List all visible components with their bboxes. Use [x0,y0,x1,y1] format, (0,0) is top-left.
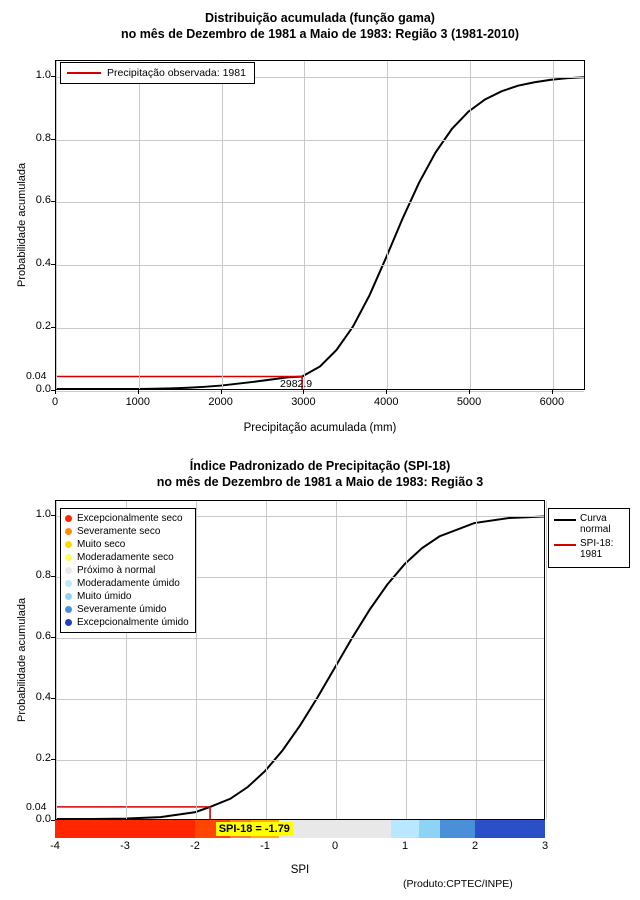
gridline-vertical [196,501,197,819]
gridline-vertical [470,61,471,389]
spi-class-legend-item [65,603,189,616]
credit-text: (Produto:CPTEC/INPE) [403,878,513,890]
bottom-y-tick-label: 0.2 [35,752,51,765]
top-y-tick-mark [51,390,55,391]
curve-legend-label-line1: Curva [580,513,607,524]
gridline-vertical [553,61,554,389]
gridline-horizontal [56,328,584,329]
class-color-dot [65,606,72,613]
spi-class-legend [60,508,196,633]
top-observed-value-label: 2982.9 [280,378,313,390]
bottom-x-tick-label: -2 [190,840,200,852]
top-x-tick-label: 0 [51,396,59,408]
top-x-tick-label: 4000 [374,396,399,408]
spi-class-legend-item [65,538,189,551]
gridline-vertical [56,61,57,389]
top-x-tick-mark [469,390,470,394]
top-y-tick-mark [51,264,55,265]
bottom-y-tick-label: 0.8 [35,569,51,582]
bottom-probability-label: 0.04 [26,800,47,813]
top-chart-title-line1: Distribuição acumulada (função gama) [205,11,435,25]
bottom-chart-title-line2: no mês de Dezembro de 1981 a Maio de 1983: Região 3 [156,475,484,489]
class-color-dot [65,580,72,587]
bottom-curve-legend [548,508,630,568]
top-y-tick-mark [51,139,55,140]
gridline-vertical [56,501,57,819]
class-label: Severamente úmido [77,604,167,615]
curve-legend-label [580,513,611,535]
bottom-x-tick-label: 2 [471,840,479,852]
bottom-x-tick-label: 3 [541,840,549,852]
spi-value-label: SPI-18 = -1.79 [216,822,293,836]
spi-color-segment [279,820,391,838]
top-x-tick-mark [221,390,222,394]
curve-legend-label-line2: normal [580,524,611,535]
gridline-vertical [387,61,388,389]
class-label: Muito seco [77,539,126,550]
gridline-vertical [266,501,267,819]
gridline-vertical [139,61,140,389]
top-y-tick-mark [51,327,55,328]
bottom-y-tick-label: 1.0 [35,508,51,521]
class-label: Excepcionalmente úmido [77,617,189,628]
class-label: Moderadamente seco [77,552,174,563]
class-label: Muito úmido [77,591,132,602]
curve-legend-item [554,513,624,535]
gridline-horizontal [56,265,584,266]
top-y-tick-mark [51,76,55,77]
top-legend [60,62,255,84]
curve-legend-swatch [554,519,576,521]
spi-class-legend-item [65,512,189,525]
class-color-dot [65,515,72,522]
top-x-tick-mark [303,390,304,394]
top-y-tick-label: 0.8 [35,131,51,144]
class-color-dot [65,554,72,561]
gridline-horizontal [56,202,584,203]
spi-color-segment [475,820,545,838]
top-y-tick-label: 0.4 [35,257,51,270]
bottom-x-tick-label: 1 [401,840,409,852]
top-x-axis-title: Precipitação acumulada (mm) [243,422,397,434]
bottom-x-axis-title: SPI [290,864,310,876]
top-y-tick-mark [51,201,55,202]
spi-class-legend-item [65,616,189,629]
bottom-y-axis-title: Probabilidade acumulada [16,597,28,722]
top-x-tick-label: 3000 [291,396,316,408]
top-x-tick-label: 1000 [125,396,151,408]
class-label: Excepcionalmente seco [77,513,183,524]
gridline-horizontal [56,391,584,392]
spi-class-legend-item [65,564,189,577]
bottom-y-tick-mark [51,515,55,516]
top-x-tick-mark [386,390,387,394]
bottom-x-tick-label: -4 [50,840,60,852]
top-chart-title-line2: no mês de Dezembro de 1981 a Maio de 1983: Região 3 (1981-2010) [120,27,520,41]
class-label: Próximo à normal [77,565,156,576]
curve-legend-swatch [554,544,576,546]
bottom-chart-title [0,452,640,490]
gridline-horizontal [56,638,544,639]
top-x-tick-label: 5000 [456,396,482,408]
class-color-dot [65,528,72,535]
top-legend-label: Precipitação observada: 1981 [107,67,246,79]
bottom-chart-title-line1: Índice Padronizado de Precipitação (SPI-18) [189,459,451,473]
top-x-tick-label: 6000 [539,396,565,408]
bottom-y-tick-label: 0.6 [35,630,51,643]
bottom-y-tick-mark [51,637,55,638]
class-label: Moderadamente úmido [77,578,180,589]
top-y-tick-label: 0.6 [35,194,51,207]
bottom-x-tick-label: -3 [120,840,130,852]
top-x-tick-mark [55,390,56,394]
bottom-x-tick-label: 0 [331,840,339,852]
bottom-y-tick-mark [51,576,55,577]
top-chart-title [0,0,640,42]
spi-class-legend-item [65,525,189,538]
top-plot-svg [56,61,584,389]
spi-class-legend-item [65,590,189,603]
class-color-dot [65,619,72,626]
spi-color-segment [55,820,195,838]
class-color-dot [65,593,72,600]
bottom-y-tick-label: 0.4 [35,691,51,704]
curve-legend-item [554,538,624,560]
class-label: Severamente seco [77,526,161,537]
spi-class-legend-item [65,577,189,590]
gridline-vertical [476,501,477,819]
class-color-dot [65,541,72,548]
top-y-axis-title: Probabilidade acumulada [16,162,28,287]
bottom-x-tick-label: -1 [260,840,270,852]
spi-color-segment [440,820,475,838]
top-x-tick-mark [552,390,553,394]
bottom-y-tick-mark [51,759,55,760]
top-x-tick-mark [138,390,139,394]
gridline-horizontal [56,699,544,700]
bottom-y-tick-mark [51,698,55,699]
bottom-y-tick-label: 0.0 [35,813,51,825]
class-color-dot [65,567,72,574]
top-y-tick-label: 1.0 [35,68,51,81]
gridline-vertical [304,61,305,389]
top-x-tick-label: 2000 [208,396,233,408]
top-probability-label: 0.04 [26,370,47,383]
gridline-vertical [406,501,407,819]
top-y-tick-label: 0.0 [35,383,51,395]
gridline-horizontal [56,760,544,761]
top-plot-area [55,60,585,390]
gridline-vertical [222,61,223,389]
spi-color-segment [391,820,419,838]
gridline-horizontal [56,140,584,141]
spi-color-segment [419,820,440,838]
spi-color-bar [55,820,545,838]
top-y-tick-label: 0.2 [35,320,51,333]
gridline-vertical [336,501,337,819]
gridline-vertical [546,501,547,819]
curve-legend-label-line1: SPI-18: 1981 [580,538,614,560]
spi-class-legend-item [65,551,189,564]
curve-legend-label [580,538,624,560]
observed-line-swatch [67,72,101,74]
